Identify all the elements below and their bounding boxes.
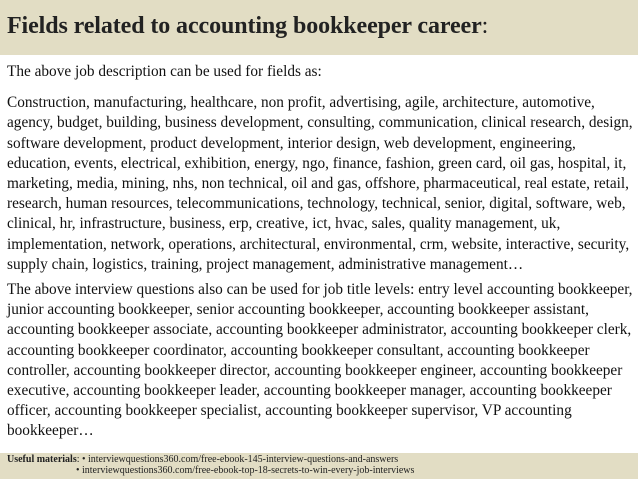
page-title-colon: : <box>481 13 489 39</box>
title-bar <box>0 0 638 55</box>
footer-label: Useful materials <box>7 454 77 465</box>
footer-separator: : <box>76 454 80 465</box>
footer-bar <box>0 453 638 479</box>
job-levels-paragraph: The above interview questions also can be used for job title levels: entry level accounting bookkeeper, junior accounting bookkeeper, senior accounting bookkeeper, accounting bookkeeper assistant, accounting bookkeeper associate, accounting bookkeeper administrator, accounting bookkeeper clerk, accounting bookkeeper coordinator, accounting bookkeeper consultant, accounting bookkeeper controller, accounting bookkeeper director, accounting bookkeeper engineer, accounting bookkeeper executive, accounting bookkeeper leader, accounting bookkeeper manager, accounting bookkeeper officer, accounting bookkeeper specialist, accounting bookkeeper supervisor, VP accounting bookkeeper… <box>7 281 633 440</box>
footer-link-1[interactable]: • interviewquestions360.com/free-ebook-145-interview-questions-and-answers <box>82 454 399 465</box>
fields-paragraph: Construction, manufacturing, healthcare, non profit, advertising, agile, architecture, automotive, agency, budget, building, business development, consulting, communication, clinical research, design, software development, product development, interior design, web development, engineering, education, events, electrical, exhibition, energy, ngo, finance, fashion, green card, oil gas, hospital, it, marketing, media, mining, nhs, non technical, oil and gas, offshore, pharmaceutical, real estate, retail, research, human resources, telecommunications, technology, technical, senior, digital, software, web, clinical, hr, infrastructure, business, erp, creative, ict, hvac, sales, quality management, uk, implementation, network, operations, architectural, environmental, crm, website, interactive, security, supply chain, logistics, training, project management, administrative management… <box>7 94 633 273</box>
intro-text: The above job description can be used for fields as: <box>7 63 322 80</box>
main-content <box>7 62 635 442</box>
page-title-text: Fields related to accounting bookkeeper career <box>7 13 482 39</box>
footer-link-2[interactable]: • interviewquestions360.com/free-ebook-top-18-secrets-to-win-every-job-interviews <box>76 465 415 476</box>
page-title <box>7 13 488 40</box>
useful-materials <box>7 454 414 476</box>
